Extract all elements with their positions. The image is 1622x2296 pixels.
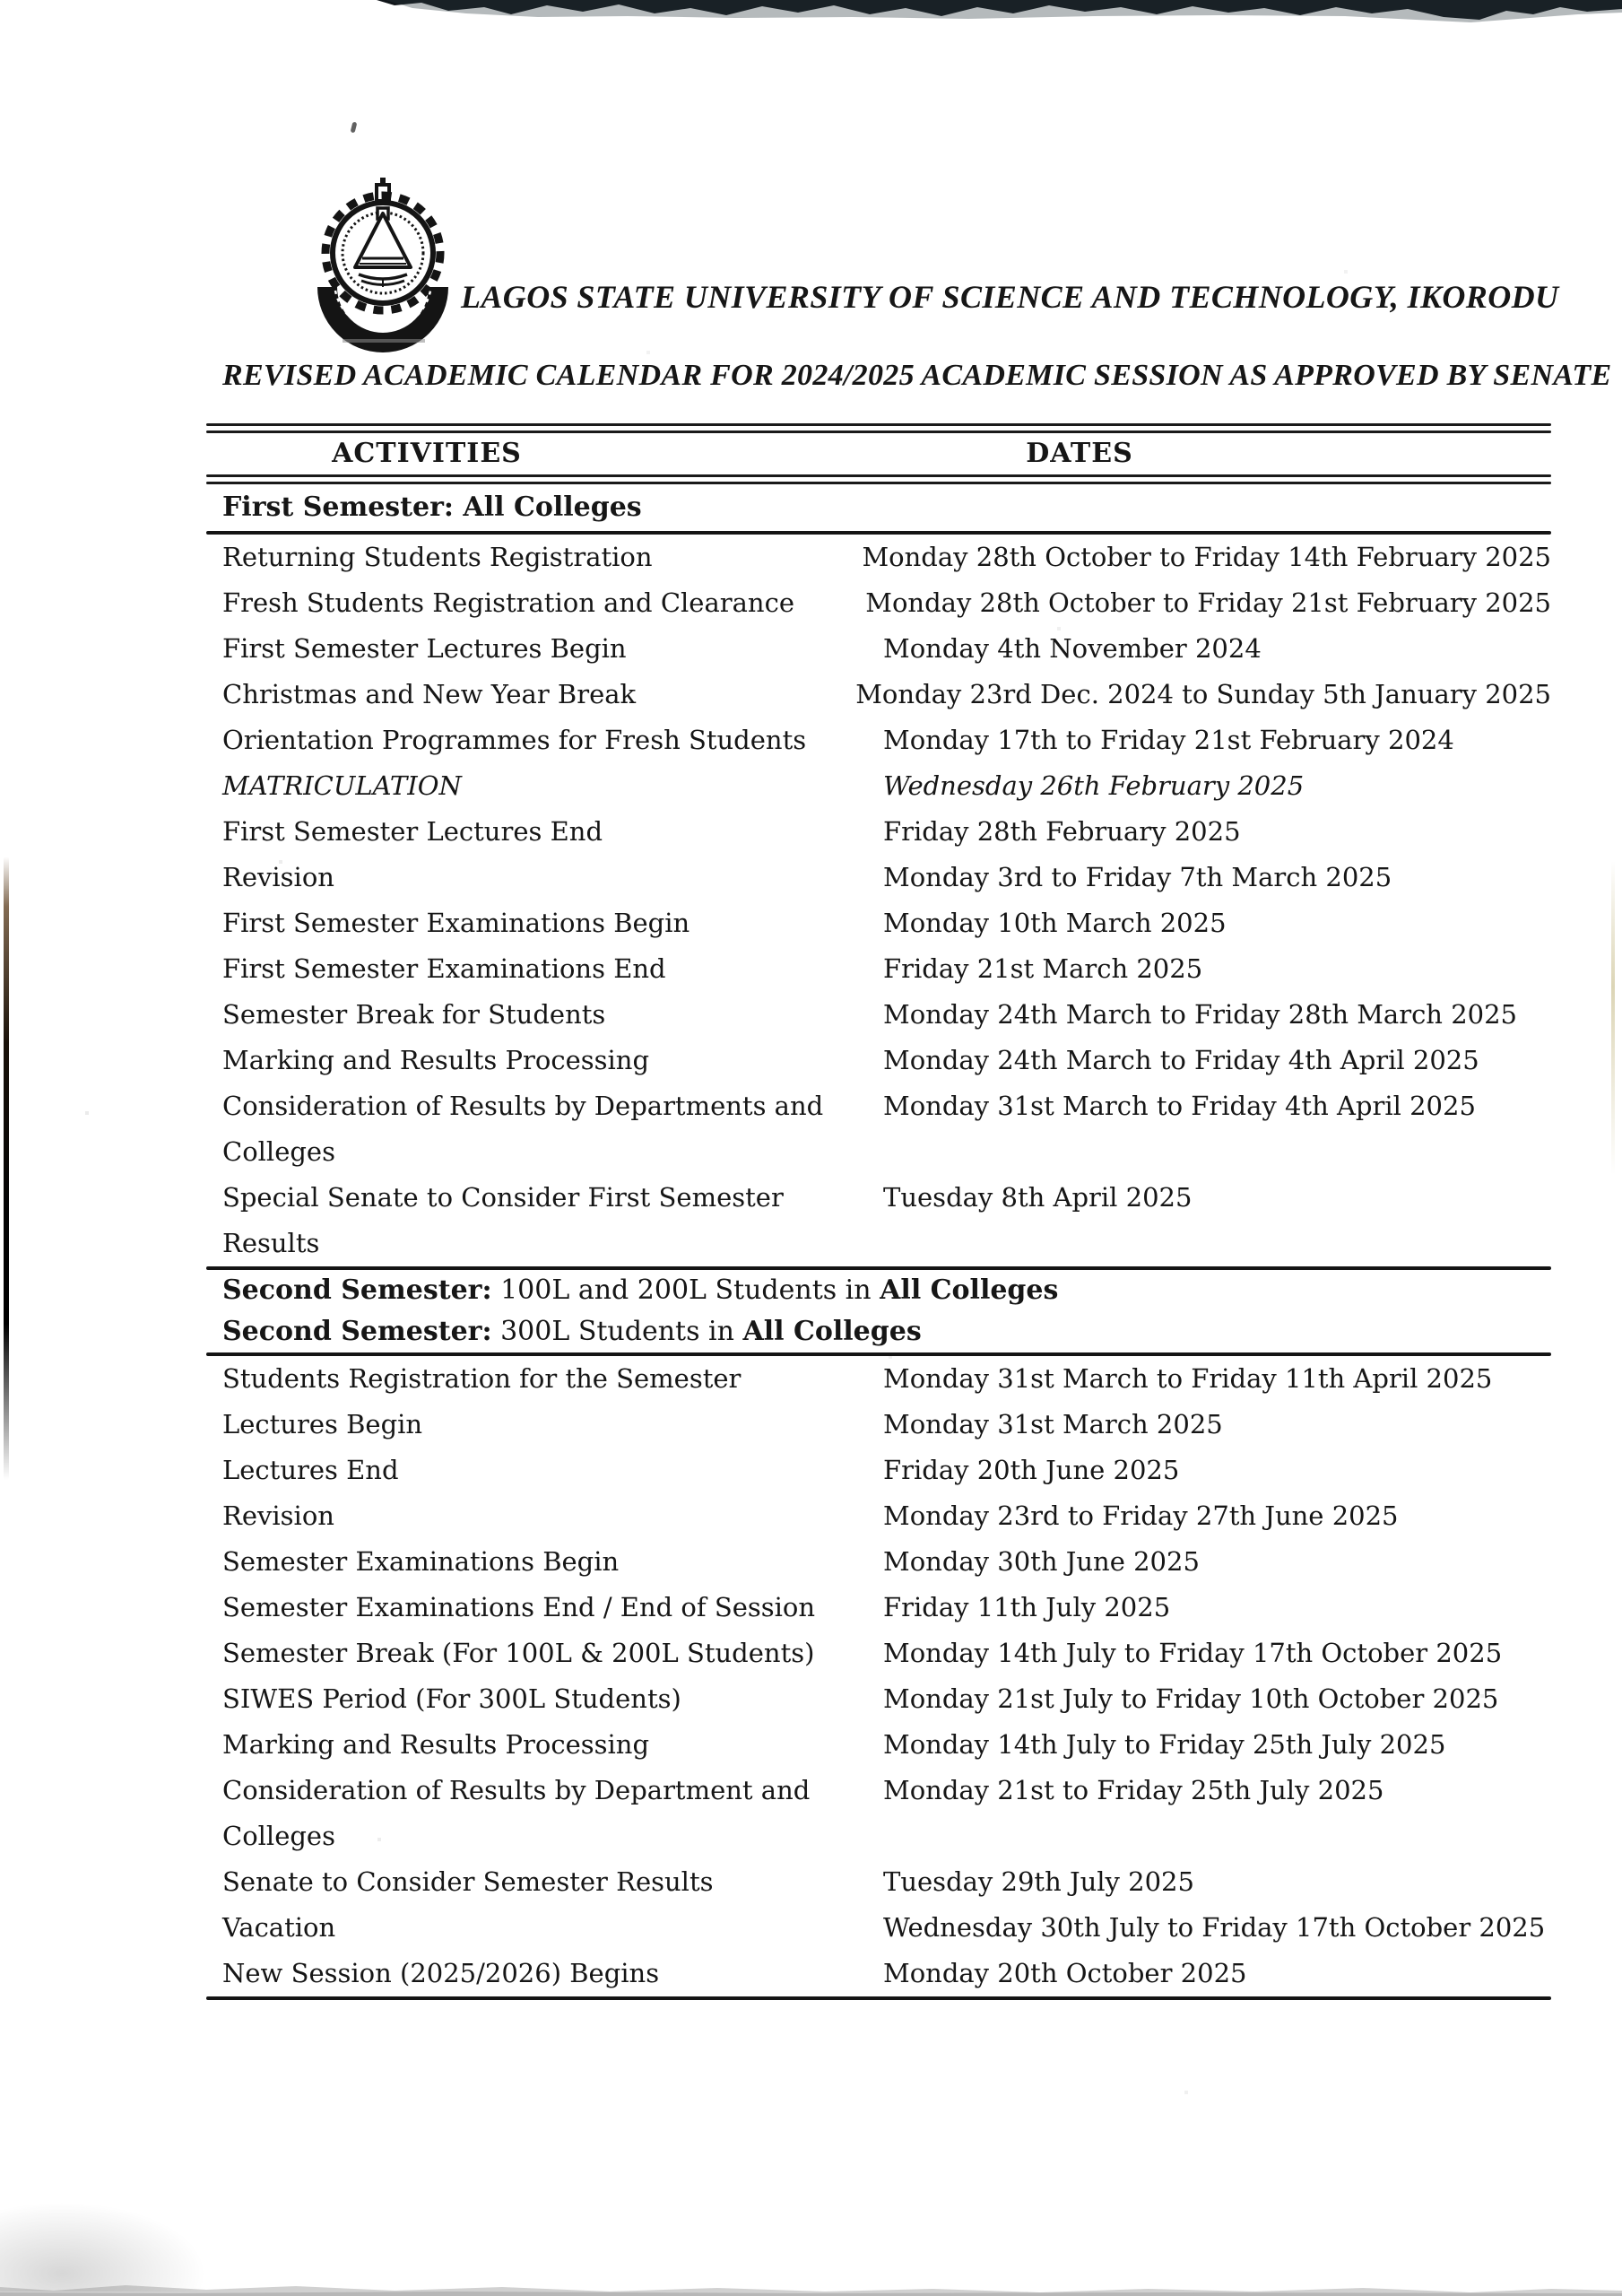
scan-artifact-left-scratch — [4, 857, 9, 1480]
table-row — [206, 1402, 1551, 1448]
date-cell: Friday 20th June 2025 — [883, 1455, 1180, 1485]
table-row — [206, 1448, 1551, 1493]
activity-cell: Fresh Students Registration and Clearance — [222, 587, 794, 618]
date-cell: Monday 14th July to Friday 25th July 2025 — [883, 1729, 1446, 1760]
date-cell: Monday 3rd to Friday 7th March 2025 — [883, 862, 1392, 892]
activity-cell: Students Registration for the Semester — [222, 1363, 742, 1394]
date-cell: Monday 20th October 2025 — [883, 1958, 1247, 1988]
activity-cell: Lectures End — [222, 1455, 399, 1485]
table-row — [206, 946, 1551, 992]
table-row — [206, 535, 1551, 580]
date-cell: Monday 23rd to Friday 27th June 2025 — [883, 1500, 1399, 1531]
table-row-matriculation — [206, 763, 1551, 809]
table-row — [206, 900, 1551, 946]
date-cell: Friday 11th July 2025 — [883, 1592, 1171, 1622]
table-row — [206, 1175, 1551, 1266]
activity-cell: Special Senate to Consider First Semester Results — [222, 1182, 784, 1258]
activity-cell: Revision — [222, 862, 334, 892]
table-bottom-rule — [206, 1996, 1551, 2000]
date-cell: Wednesday 30th July to Friday 17th October 2025 — [883, 1912, 1546, 1943]
activity-cell: First Semester Lectures Begin — [222, 633, 627, 664]
date-cell: Monday 30th June 2025 — [883, 1546, 1200, 1577]
date-cell: Tuesday 8th April 2025 — [883, 1182, 1193, 1213]
activity-cell: Semester Break for Students — [222, 999, 606, 1030]
activity-cell: MATRICULATION — [222, 770, 462, 801]
date-cell: Monday 17th to Friday 21st February 2024 — [883, 725, 1454, 755]
table-row — [206, 1585, 1551, 1631]
date-cell: Monday 31st March 2025 — [883, 1409, 1223, 1439]
table-row — [206, 1083, 1551, 1175]
section-heading-first-semester — [206, 484, 1551, 531]
column-header-dates: DATES — [1026, 438, 1133, 469]
table-row — [206, 580, 1551, 626]
section-heading-line: Second Semester: 300L Students in All Colleges — [222, 1316, 922, 1347]
activity-cell: Semester Examinations End / End of Session — [222, 1592, 816, 1622]
activity-cell: SIWES Period (For 300L Students) — [222, 1683, 681, 1714]
table-row — [206, 1539, 1551, 1585]
activity-cell: New Session (2025/2026) Begins — [222, 1958, 660, 1988]
date-cell: Monday 28th October to Friday 21st February 2025 — [865, 587, 1551, 618]
section-heading-line: Second Semester: 100L and 200L Students in All Colleges — [222, 1274, 1059, 1306]
date-cell: Monday 21st to Friday 25th July 2025 — [883, 1775, 1384, 1805]
date-cell: Monday 21st July to Friday 10th October 2025 — [883, 1683, 1499, 1714]
table-row — [206, 992, 1551, 1038]
date-cell: Monday 24th March to Friday 4th April 2025 — [883, 1045, 1479, 1075]
date-cell: Monday 28th October to Friday 14th February 2025 — [862, 542, 1551, 572]
activity-cell: Marking and Results Processing — [222, 1045, 650, 1075]
section-heading-line — [206, 484, 1551, 531]
activity-cell: Orientation Programmes for Fresh Students — [222, 725, 807, 755]
first-semester-rows — [206, 535, 1551, 1266]
column-header-activities: ACTIVITIES — [332, 438, 522, 469]
date-cell: Friday 21st March 2025 — [883, 953, 1203, 984]
activity-cell: First Semester Examinations Begin — [222, 908, 690, 938]
table-row — [206, 626, 1551, 672]
second-semester-rows — [206, 1356, 1551, 1996]
table-row — [206, 1676, 1551, 1722]
date-cell: Monday 10th March 2025 — [883, 908, 1227, 938]
activity-cell: Christmas and New Year Break — [222, 679, 637, 709]
date-cell: Monday 24th March to Friday 28th March 2025 — [883, 999, 1518, 1030]
scan-artifact-ink-dot — [351, 122, 358, 134]
activity-cell: Returning Students Registration — [222, 542, 653, 572]
date-cell: Monday 31st March to Friday 4th April 2025 — [883, 1091, 1476, 1121]
date-cell: Tuesday 29th July 2025 — [883, 1866, 1194, 1897]
activity-cell: Senate to Consider Semester Results — [222, 1866, 714, 1897]
date-cell: Friday 28th February 2025 — [883, 816, 1241, 847]
table-row — [206, 1905, 1551, 1951]
table-row — [206, 1356, 1551, 1402]
column-header-row — [206, 433, 1551, 474]
activity-cell: Semester Break (For 100L & 200L Students) — [222, 1638, 815, 1668]
date-cell: Monday 4th November 2024 — [883, 633, 1262, 664]
activity-cell: Consideration of Results by Departments and Colleges — [222, 1091, 824, 1167]
table-row — [206, 1768, 1551, 1859]
table-row — [206, 809, 1551, 855]
date-cell: Monday 31st March to Friday 11th April 2025 — [883, 1363, 1493, 1394]
activity-cell: Consideration of Results by Department and Colleges — [222, 1775, 811, 1851]
table-row — [206, 672, 1551, 718]
date-cell: Monday 23rd Dec. 2024 to Sunday 5th January 2025 — [855, 679, 1551, 709]
activity-cell: First Semester Examinations End — [222, 953, 666, 984]
activity-cell: Revision — [222, 1500, 334, 1531]
document-title: REVISED ACADEMIC CALENDAR FOR 2024/2025 ACADEMIC SESSION AS APPROVED BY SENATE — [222, 359, 1612, 392]
activity-cell: Lectures Begin — [222, 1409, 423, 1439]
heading-text: First Semester: All Colleges — [222, 491, 642, 523]
table-row — [206, 1493, 1551, 1539]
date-cell: Monday 14th July to Friday 17th October 2025 — [883, 1638, 1503, 1668]
date-cell: Wednesday 26th February 2025 — [883, 770, 1305, 801]
scan-artifact-specks — [0, 0, 2, 2]
activity-cell: First Semester Lectures End — [222, 816, 603, 847]
scan-artifact-bottom-edge — [0, 2269, 1622, 2296]
section-heading-second-semester — [206, 1270, 1551, 1352]
table-row — [206, 855, 1551, 900]
university-crest-icon — [316, 172, 450, 356]
scan-artifact-corner-speckle — [0, 2202, 206, 2292]
table-row — [206, 1038, 1551, 1083]
activity-cell: Vacation — [222, 1912, 336, 1943]
table-row — [206, 1951, 1551, 1996]
university-name: LAGOS STATE UNIVERSITY OF SCIENCE AND TECHNOLOGY, IKORODU — [461, 279, 1559, 315]
table-row — [206, 1631, 1551, 1676]
calendar-table — [206, 423, 1551, 2000]
activity-cell: Semester Examinations Begin — [222, 1546, 620, 1577]
table-row — [206, 1859, 1551, 1905]
activity-cell: Marking and Results Processing — [222, 1729, 650, 1760]
scan-artifact-top-edge — [0, 0, 1622, 23]
scan-artifact-right-scratch — [1611, 861, 1615, 1175]
table-row — [206, 1722, 1551, 1768]
table-row — [206, 718, 1551, 763]
